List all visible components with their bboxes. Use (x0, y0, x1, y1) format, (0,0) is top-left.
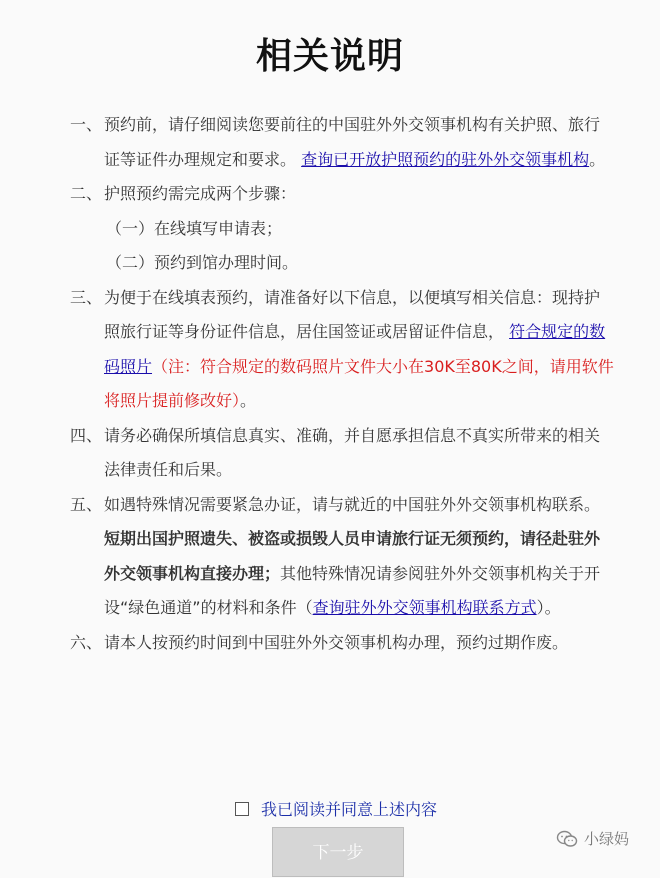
item-text: 预约前，请仔细阅读您要前往的中国驻外外交领事机构有关护照、旅行证等证件办理规定和要求。 (104, 115, 601, 169)
item-body (104, 281, 615, 419)
item-body (104, 626, 615, 661)
next-step-button[interactable]: 下一步 (272, 827, 404, 877)
open-consulates-link[interactable]: 查询已开放护照预约的驻外外交领事机构 (301, 149, 590, 169)
watermark (556, 828, 629, 849)
notice-item-5 (70, 488, 615, 626)
watermark-text: 小绿妈 (584, 830, 630, 848)
page-title: 相关说明 (255, 36, 404, 77)
notice-list (70, 108, 615, 660)
item-tail: 。 (589, 149, 606, 169)
item-text: 为便于在线填表预约，请准备好以下信息，以便填写相关信息：现持护照旅行证等身份证件信息，居住国签证或居留证件信息， (104, 287, 601, 341)
wechat-icon (556, 830, 578, 848)
item-body (104, 108, 615, 177)
item-text: 如遇特殊情况需要紧急办证，请与就近的中国驻外外交领事机构联系。 (104, 494, 601, 514)
item-text: 护照预约需完成两个步骤： (104, 184, 297, 203)
agree-row[interactable] (235, 797, 437, 820)
emergency-note: 短期出国护照遗失、被盗或损毁人员申请旅行证无须预约，请径赴驻外外交领事机构直接办理； (104, 529, 601, 583)
item-number: 二、 (70, 184, 103, 203)
item-tail: 。 (240, 391, 257, 410)
notice-item-3 (70, 281, 615, 419)
item-number: 一、 (70, 115, 103, 134)
agree-label[interactable]: 我已阅读并同意上述内容 (261, 800, 438, 819)
item-number: 四、 (70, 425, 103, 445)
consulate-contacts-link[interactable]: 查询驻外外交领事机构联系方式 (312, 598, 537, 617)
item-body (104, 419, 615, 488)
item-tail: ）。 (536, 598, 561, 617)
item-text-2: 其他特殊情况请参阅驻外外交领事机构关于开设“绿色通道”的材料和条件（ (104, 563, 601, 617)
notice-item-2 (70, 177, 615, 212)
step-one: （一）在线填写申请表； (106, 218, 283, 238)
item-number: 三、 (70, 287, 103, 307)
agree-checkbox[interactable] (235, 802, 249, 816)
photo-size-note: （注：符合规定的数码照片文件大小在30K至80K之间，请用软件将照片提前修改好） (104, 356, 614, 410)
photo-requirements-link[interactable]: 符合规定的数码照片 (104, 322, 606, 376)
item-text: 请务必确保所填信息真实、准确，并自愿承担信息不真实所带来的相关法律责任和后果。 (104, 425, 601, 479)
item-body (104, 177, 615, 212)
notice-item-6 (70, 626, 615, 661)
item-number: 六、 (70, 632, 103, 652)
notice-item-4 (70, 419, 615, 488)
step-two: （二）预约到馆办理时间。 (106, 253, 299, 272)
item-text: 请本人按预约时间到中国驻外外交领事机构办理，预约过期作废。 (104, 632, 569, 652)
item-number: 五、 (70, 494, 103, 514)
notice-item-1 (70, 108, 615, 177)
item-body (104, 488, 615, 626)
